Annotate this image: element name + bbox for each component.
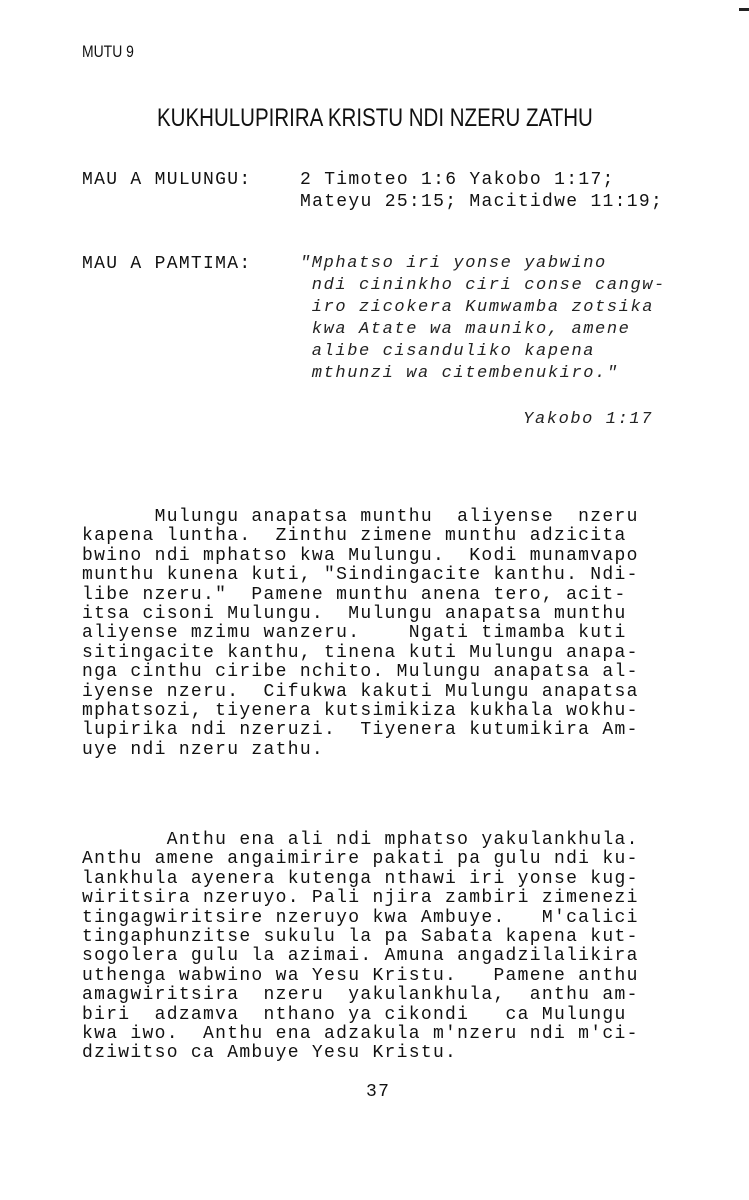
paragraph-line: libe nzeru." Pamene munthu anena tero, acit- — [82, 584, 627, 605]
memory-verse-line: iro zicokera Kumwamba zotsika — [300, 298, 655, 317]
paragraph-line: kapena luntha. Zinthu zimene munthu adzicita — [82, 526, 627, 547]
memory-verse-line: alibe cisanduliko kapena — [300, 342, 596, 361]
paragraph-line: nga cinthu ciribe nchito. Mulungu anapatsa al- — [82, 662, 639, 683]
memory-verse-line: kwa Atate wa mauniko, amene — [300, 320, 631, 339]
scan-edge-mark — [739, 8, 749, 11]
paragraph-line: tingaphunzitse sukulu la pa Sabata kapena kut- — [82, 927, 639, 947]
paragraph-line: tingagwiritsire nzeruyo kwa Ambuye. M'calici — [82, 907, 639, 928]
paragraph-line: munthu kunena kuti, "Sindingacite kanthu. Ndi- — [82, 565, 639, 586]
paragraph-line: Anthu amene angaimirire pakati pa gulu ndi ku- — [82, 849, 639, 870]
paragraph-line: Anthu ena ali ndi mphatso yakulankhula. — [82, 830, 639, 850]
page-number: 37 — [366, 1082, 391, 1102]
paragraph-line: wiritsira nzeruyo. Pali njira zambiri zimenezi — [82, 888, 639, 909]
chapter-label: MUTU 9 — [82, 42, 134, 61]
paragraph-line: lupirika ndi nzeruzi. Tiyenera kutumikira Am- — [82, 720, 639, 741]
paragraph-line: bwino ndi mphatso kwa Mulungu. Kodi munamvapo — [82, 545, 639, 566]
paragraph-line: lankhula ayenera kutenga nthawi iri yonse kug- — [82, 868, 639, 889]
paragraph-line: aliyense mzimu wanzeru. Ngati timamba kuti — [82, 623, 627, 644]
paragraph-line: mphatsozi, tiyenera kutsimikiza kukhala wokhu- — [82, 701, 639, 721]
paragraph-line: amagwiritsira nzeru yakulankhula, anthu am- — [82, 985, 639, 1006]
scripture-ref-line: Mateyu 25:15; Macitidwe 11:19; — [300, 192, 664, 212]
memory-verse-line: ndi cininkho ciri conse cangw- — [300, 276, 666, 295]
memory-verse-line: "Mphatso iri yonse yabwino — [300, 254, 607, 273]
memory-verse-line: mthunzi wa citembenukiro." — [300, 364, 619, 383]
paragraph-line: itsa cisoni Mulungu. Mulungu anapatsa munthu — [82, 604, 627, 624]
paragraph-line: biri adzamva nthano ya cikondi ca Mulungu — [82, 1004, 627, 1025]
page-title: KUKHULUPIRIRA KRISTU NDI NZERU ZATHU — [157, 104, 593, 132]
paragraph-line: uthenga wabwino wa Yesu Kristu. Pamene anthu — [82, 965, 639, 986]
paragraph-line: Mulungu anapatsa munthu aliyense nzeru — [82, 507, 639, 527]
paragraph-line: iyense nzeru. Cifukwa kakuti Mulungu anapatsa — [82, 681, 639, 702]
paragraph-line: kwa iwo. Anthu ena adzakula m'nzeru ndi m'ci- — [82, 1024, 639, 1044]
memory-verse-label: MAU A PAMTIMA: — [82, 254, 252, 274]
memory-verse-reference: Yakobo 1:17 — [523, 410, 653, 429]
scripture-label: MAU A MULUNGU: — [82, 170, 252, 190]
paragraph-line: uye ndi nzeru zathu. — [82, 739, 325, 760]
paragraph-line: sitingacite kanthu, tinena kuti Mulungu anapa- — [82, 642, 639, 663]
scripture-ref-line: 2 Timoteo 1:6 Yakobo 1:17; — [300, 170, 615, 190]
paragraph-line: dziwitso ca Ambuye Yesu Kristu. — [82, 1043, 458, 1064]
paragraph-line: sogolera gulu la azimai. Amuna angadzilalikira — [82, 946, 639, 967]
